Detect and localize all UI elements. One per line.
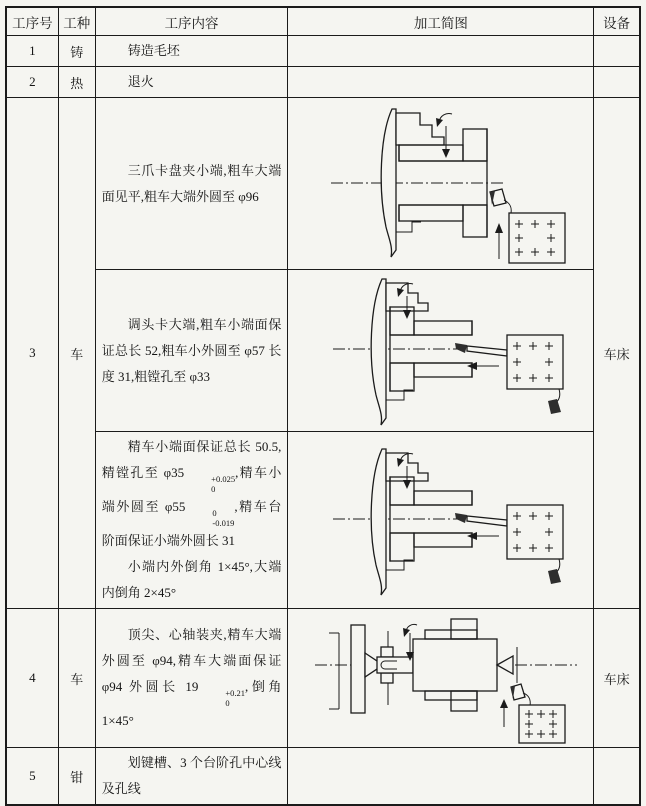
tolerance-phi35 xyxy=(184,474,235,494)
op3-step3-text-2: 小端内外倒角 1×45°,大端内倒角 2×45° xyxy=(101,559,282,601)
op4-diagram-cell xyxy=(288,609,594,748)
op1-content xyxy=(96,36,288,66)
op3-step3-diagram-cell xyxy=(288,432,594,609)
tol-sup: 0 xyxy=(212,507,217,518)
op3-step3-seg1: 精车小端面保证总长 50.5,精镗孔至 φ35 xyxy=(101,439,282,480)
col-header-work-type: 工种 xyxy=(58,7,95,36)
diagram-op3-step1-chuck-facing xyxy=(295,101,587,267)
op3-step1-text: 三爪卡盘夹小端,粗车大端面见平,粗车大端外圆至 φ96 xyxy=(101,162,282,204)
op3-equipment: 车床 xyxy=(594,98,640,609)
boring-bar-tool xyxy=(455,343,507,356)
op3-step2-text: 调头卡大端,粗车小端面保证总长 52,粗车小外圆至 φ57 长度 31,粗镗孔至 φ33 xyxy=(101,316,282,384)
op2-equipment xyxy=(594,67,640,98)
op5-equipment xyxy=(594,748,640,806)
workpiece-section xyxy=(413,619,497,711)
op2-no: 2 xyxy=(6,67,58,98)
col-header-content: 工序内容 xyxy=(95,7,288,36)
diagram-op3-step3-finish xyxy=(295,441,587,599)
tol-sup: +0.21 xyxy=(225,687,246,698)
op4-type: 车 xyxy=(58,609,95,748)
rotation-arrow xyxy=(436,113,452,157)
op4-seg1: 顶尖、心轴装夹,精车大端外圆至 φ94,精车大端面保证 φ94 外圆长 19 xyxy=(101,627,282,695)
op3-step1-content xyxy=(96,156,288,212)
tail-center xyxy=(497,647,517,683)
row-op1 xyxy=(6,36,640,67)
tool-post xyxy=(509,213,565,263)
op2-content-text: 退火 xyxy=(127,74,154,89)
process-table xyxy=(5,6,641,806)
chuck-jaw-bottom xyxy=(396,222,421,232)
turning-tool xyxy=(490,189,511,213)
op3-step3-content xyxy=(96,432,288,608)
op3-step3-seg2: ,精车小端外圆至 φ55 xyxy=(101,465,282,515)
tolerance-phi55 xyxy=(185,508,234,528)
chuck-body xyxy=(371,449,386,595)
feed-arrow xyxy=(495,223,503,259)
op5-no: 5 xyxy=(6,748,58,806)
row-op4 xyxy=(6,609,640,748)
op3-step3-seg3: ,精车台阶面保证小端外圆长 31 xyxy=(101,499,282,549)
tol-sub: -0.019 xyxy=(212,517,235,528)
op3-type: 车 xyxy=(58,98,95,609)
op4-no: 4 xyxy=(6,609,58,748)
chuck-body xyxy=(381,109,396,257)
tolerance-19 xyxy=(198,688,245,708)
op2-content xyxy=(96,67,288,97)
op3-no: 3 xyxy=(6,98,58,609)
diagram-op3-step2-boring xyxy=(295,273,587,429)
op1-type: 铸 xyxy=(58,36,95,67)
tool-post xyxy=(507,505,563,559)
op3-step2-content xyxy=(96,310,288,392)
tol-sub: 0 xyxy=(211,483,216,494)
op4-equipment: 车床 xyxy=(594,609,640,748)
op1-no: 1 xyxy=(6,36,58,67)
second-tool xyxy=(548,559,561,584)
op4-content xyxy=(96,620,288,736)
op5-content-text: 划键槽、3 个台阶孔中心线及孔线 xyxy=(101,755,282,797)
op3-step1-diagram-cell xyxy=(288,98,594,270)
tool-post xyxy=(519,705,565,743)
diagram-op4-mandrel-centers xyxy=(293,611,589,745)
feed-arrow xyxy=(500,699,508,727)
tool-post xyxy=(507,335,563,389)
row-op2 xyxy=(6,67,640,98)
second-tool xyxy=(548,389,561,414)
op3-step3-text-1 xyxy=(102,434,282,554)
turning-tool xyxy=(511,684,530,706)
op2-type: 热 xyxy=(58,67,95,98)
op1-content-text: 铸造毛坯 xyxy=(127,43,180,58)
chuck-jaw-steps xyxy=(396,113,444,145)
row-op3-step1 xyxy=(6,98,640,270)
op2-diagram-empty xyxy=(288,67,594,98)
row-op3-step2 xyxy=(6,270,640,432)
op1-diagram-empty xyxy=(288,36,594,67)
boring-bar-tool xyxy=(455,513,507,526)
op5-type: 钳 xyxy=(58,748,95,806)
tol-sup: +0.025 xyxy=(211,473,236,484)
op3-step2-diagram-cell xyxy=(288,270,594,432)
col-header-diagram: 加工简图 xyxy=(288,7,594,36)
tol-sub: 0 xyxy=(225,697,230,708)
op4-text xyxy=(102,622,282,734)
op4-seg2: ,倒角 1×45° xyxy=(101,679,282,729)
row-op3-step3 xyxy=(6,432,640,609)
row-op5 xyxy=(6,748,640,806)
op5-diagram-empty xyxy=(288,748,594,806)
col-header-process-no: 工序号 xyxy=(6,7,58,36)
header-row xyxy=(6,7,640,36)
col-header-equipment: 设备 xyxy=(594,7,640,36)
chuck-body xyxy=(371,279,386,425)
op5-content xyxy=(96,748,288,804)
mandrel xyxy=(377,657,413,673)
op1-equipment xyxy=(594,36,640,67)
